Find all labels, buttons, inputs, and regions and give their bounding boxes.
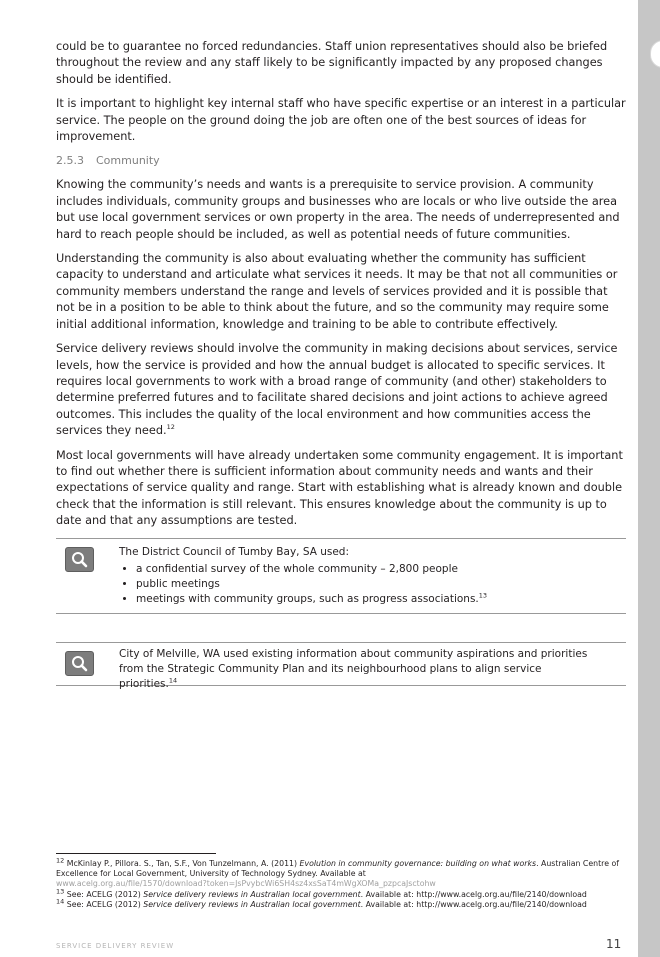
- footnote-number: 12: [56, 856, 65, 865]
- footnote: [56, 856, 631, 890]
- page-content: [56, 39, 626, 690]
- footnote-title: Service delivery reviews in Australian local government: [143, 899, 361, 909]
- footnote-ref[interactable]: 13: [478, 591, 488, 600]
- footnotes: [56, 856, 631, 910]
- section-number: 2.5.3: [56, 154, 84, 168]
- footnote-suffix: . Available at: http://www.acelg.org.au/file/2140/download: [360, 899, 587, 909]
- bullet-item: • a confidential survey of the whole community – 2,800 people: [136, 562, 609, 577]
- page-number: 11: [606, 937, 622, 951]
- footnote-text: McKinlay P., Pillora. S., Tan, S.F., Von Tunzelmann, A. (2011): [66, 859, 300, 868]
- paragraph: [56, 341, 626, 439]
- footnote-title: Service delivery reviews in Australian local government: [143, 889, 361, 899]
- paragraph: could be to guarantee no forced redundancies. Staff union representatives should also be briefed throughout the review and any staff likely to be significantly impacted by any proposed changes should be identified.: [56, 40, 608, 86]
- case-study-bullets: [119, 562, 609, 607]
- case-study-intro: The District Council of Tumby Bay, SA used:: [119, 545, 350, 558]
- footnote-title: Evolution in community governance: building on what works: [299, 859, 537, 868]
- page-side-bar: [638, 0, 660, 957]
- case-study-box: [56, 642, 626, 690]
- case-study-text: [119, 647, 589, 692]
- section-heading: [56, 154, 626, 167]
- bullet-item: • public meetings: [136, 577, 609, 592]
- footnote-separator: [56, 853, 216, 854]
- footnote-number: 14: [56, 897, 65, 906]
- magnifier-icon: [65, 547, 94, 572]
- footnote-suffix: . Australian Centre of Excellence for Local Government, University of Technology Sydney. Available at: [56, 859, 619, 879]
- footnote-suffix: . Available at: http://www.acelg.org.au/file/2140/download: [360, 889, 587, 899]
- paragraph: Knowing the community’s needs and wants is a prerequisite to service provision. A community includes individuals, community groups and businesses who are locals or who live outside the area but use local government services or own property in the area. The needs of underrepresented and hard to reach people should be included, as well as potential needs of future communities.: [56, 178, 620, 241]
- running-head: SERVICE DELIVERY REVIEW: [56, 942, 175, 950]
- case-study-body: City of Melville, WA used existing information about community aspirations and priorities from the Strategic Community Plan and its neighbourhood plans to align service priorities.: [119, 647, 588, 690]
- paragraph: Understanding the community is also about evaluating whether the community has sufficient capacity to understand and articulate what services it needs. It may be that not all communities or community members understand the range and levels of services provided and it is possible that not be in a position to be able to think about the future, and so the community may require some initial additional information, knowledge and training to be able to contribute effectively.: [56, 252, 618, 331]
- footnote: [56, 887, 631, 900]
- footnote-ref[interactable]: 12: [166, 423, 175, 432]
- footnote-number: 13: [56, 887, 65, 896]
- paragraph-text: Service delivery reviews should involve the community in making decisions about services, service levels, how the service is provided and how the annual budget is allocated to specific services. It requires local governments to work with a broad range of community (and other) stakeholders to determine preferred futures and to facilitate shared decisions and joint actions to achieve agreed outcomes. This includes the quality of the local environment and how communities access the services they need.: [56, 342, 618, 438]
- bullet-item: [136, 592, 609, 607]
- footnote-link[interactable]: www.acelg.org.au/file/1570/download?token=JsPvybcWi6SH4sz4xsSaT4mWgXOMa_pzpcaJsctohw: [56, 879, 436, 889]
- case-study-text: [119, 545, 609, 607]
- bullet-text: meetings with community groups, such as progress associations.: [136, 592, 479, 605]
- footnote-text: See: ACELG (2012): [66, 889, 144, 899]
- paragraph: Most local governments will have already undertaken some community engagement. It is important to find out whether there is sufficient information about community needs and wants and their expectations of service quality and range. Start with establishing what is already known and double check that the information is still relevant. This ensures knowledge about the community is up to date and that any assumptions are tested.: [56, 448, 623, 528]
- magnifier-icon: [65, 651, 94, 676]
- case-study-box: [56, 538, 626, 614]
- footnote-ref[interactable]: 14: [168, 676, 178, 685]
- paragraph: It is important to highlight key internal staff who have specific expertise or an interest in a particular service. The people on the ground doing the job are often one of the best sources of ideas for improvement.: [56, 97, 626, 144]
- footnote-text: See: ACELG (2012): [66, 899, 144, 909]
- footnote: [56, 897, 631, 910]
- section-title: Community: [96, 154, 160, 168]
